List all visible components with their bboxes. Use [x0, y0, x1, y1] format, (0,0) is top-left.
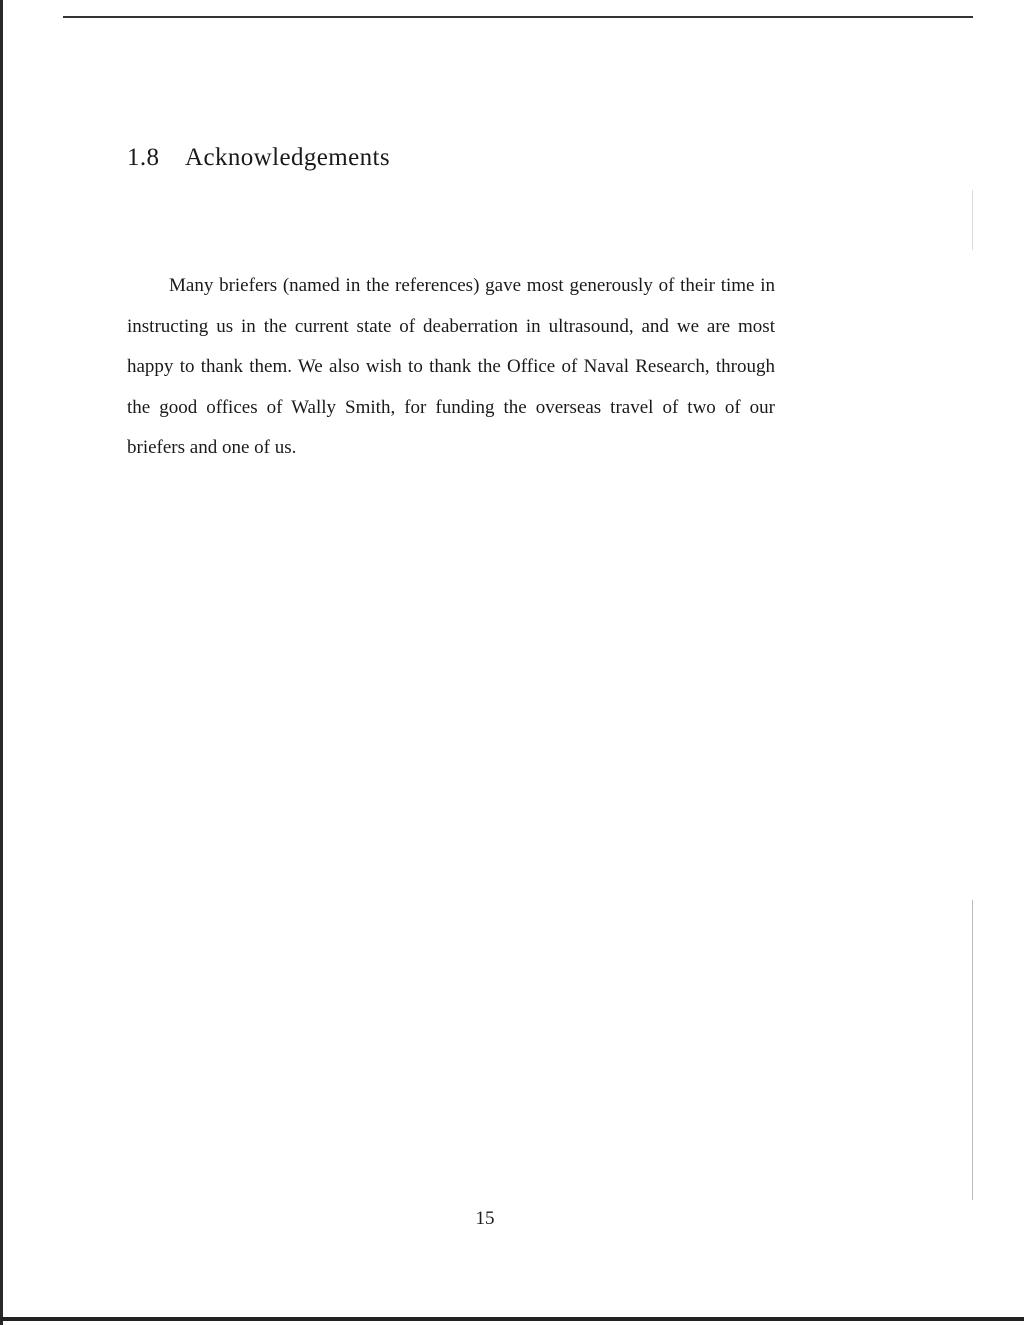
- page-number: 15: [475, 1208, 495, 1229]
- section-number: 1.8: [127, 144, 160, 171]
- scan-edge-left: [0, 0, 3, 1325]
- bottom-rule: [0, 1317, 1024, 1321]
- top-rule: [63, 16, 973, 18]
- acknowledgements-paragraph: Many briefers (named in the references) gave most generously of their time in instructing us in the current state of deaberration in ultrasound, and we are most happy to thank them. We also wish to thank the Office of Naval Research, through the good offices of Wally Smith, for funding the overseas travel of two of our briefers and one of us.: [127, 275, 775, 458]
- section-heading: [127, 144, 390, 172]
- scan-mark-right-upper: [972, 190, 973, 250]
- section-title: Acknowledgements: [185, 144, 390, 171]
- scan-mark-right-lower: [972, 900, 973, 1200]
